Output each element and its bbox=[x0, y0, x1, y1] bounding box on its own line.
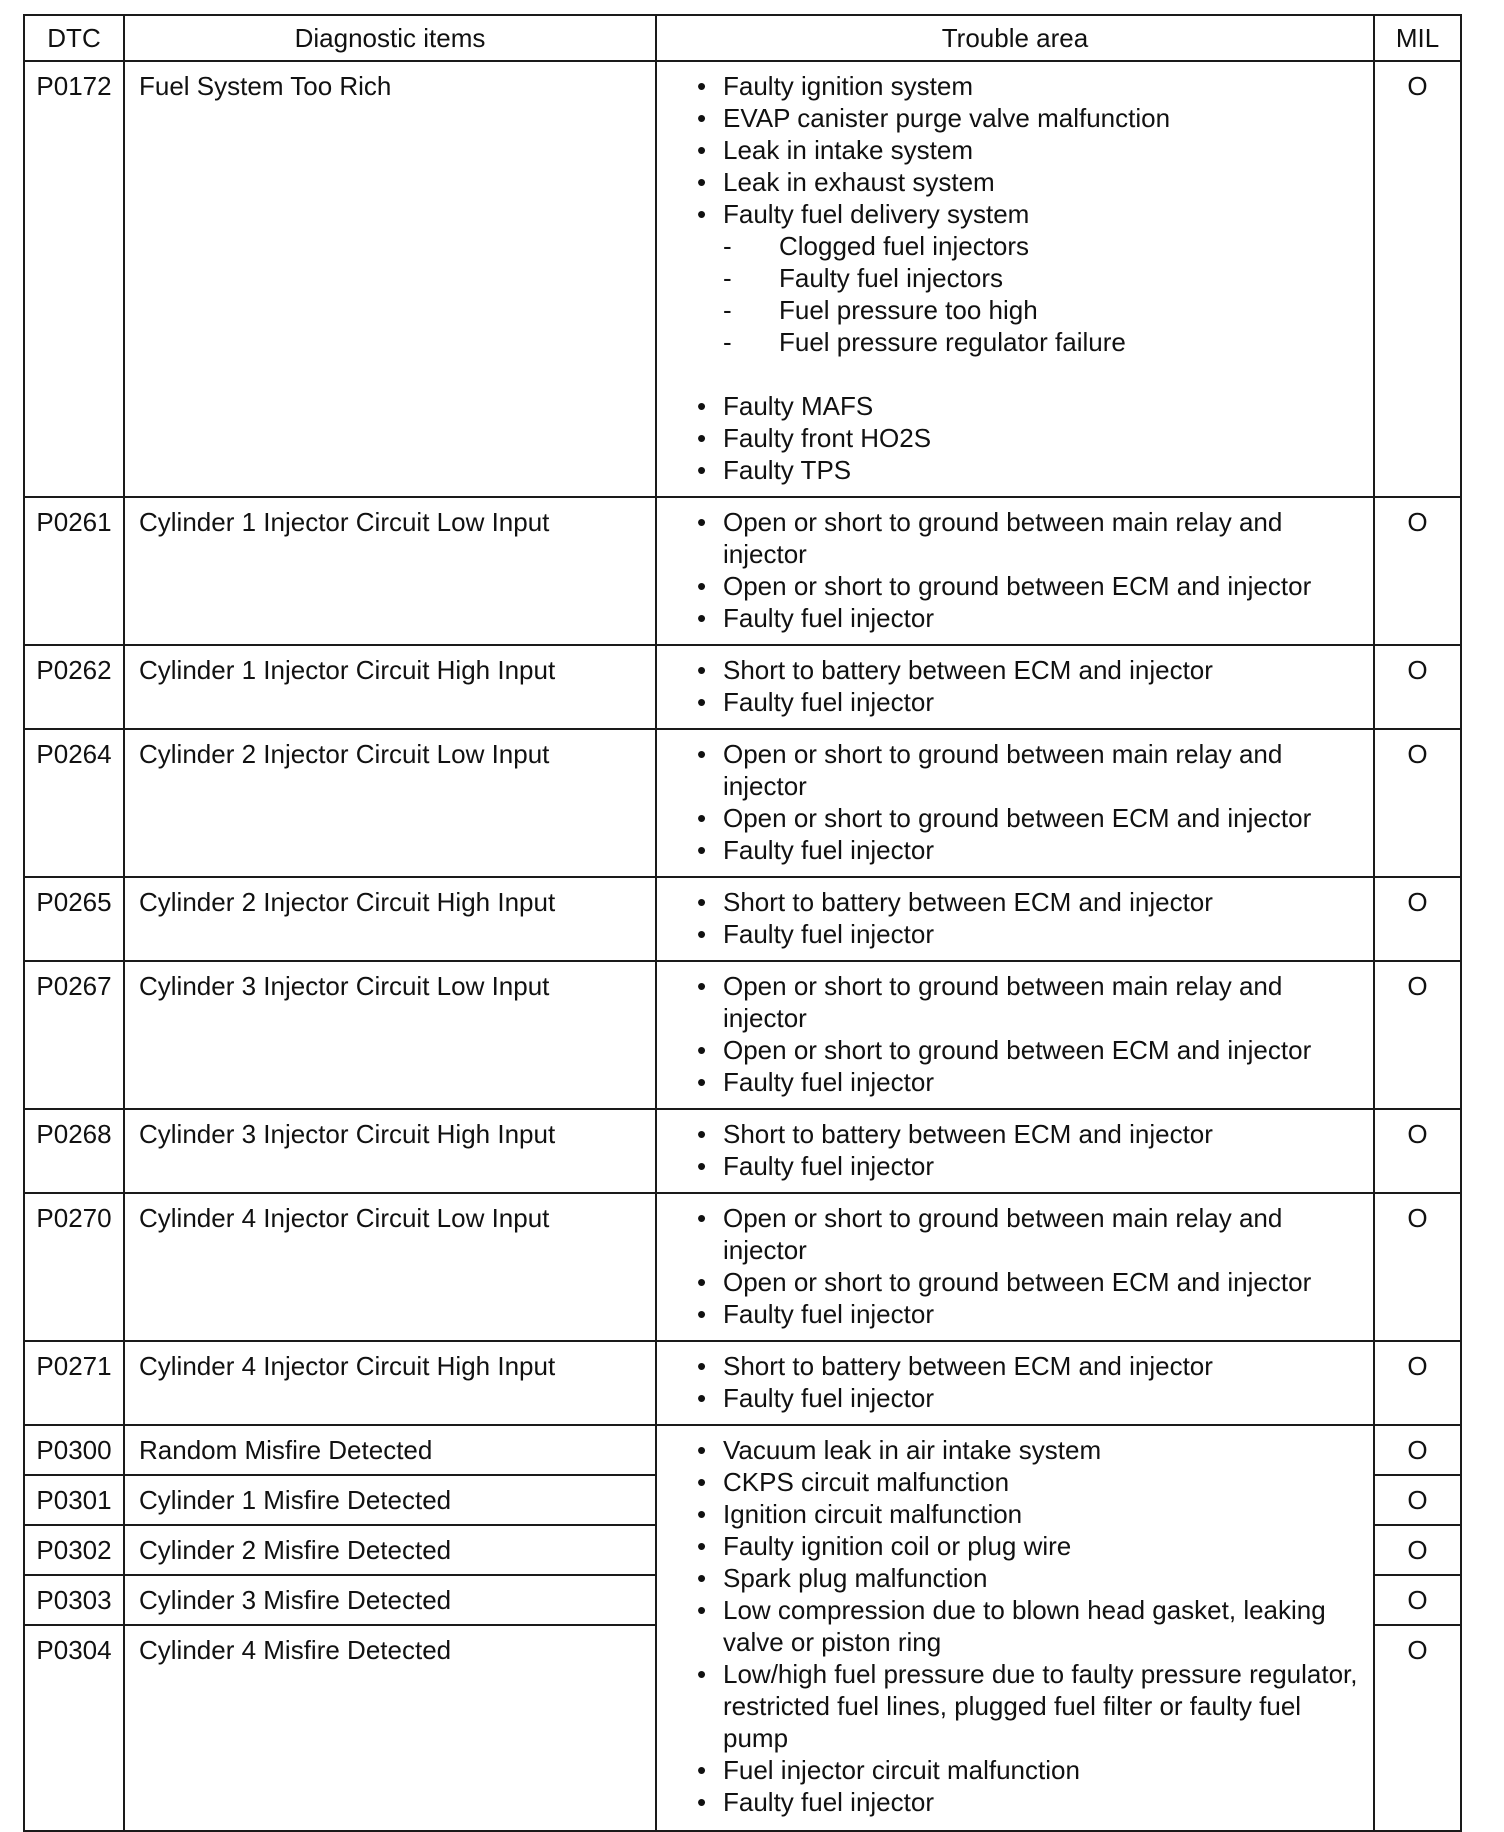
list-item: • Ignition circuit malfunction bbox=[697, 1498, 1363, 1530]
sub-item: - Fuel pressure too high bbox=[697, 294, 1363, 326]
dtc-code: P0265 bbox=[24, 877, 124, 961]
dtc-code: P0303 bbox=[24, 1575, 124, 1625]
diagnostic-item: Cylinder 2 Injector Circuit Low Input bbox=[124, 729, 656, 877]
diagnostic-item: Cylinder 4 Misfire Detected bbox=[124, 1625, 656, 1831]
trouble-area bbox=[656, 645, 1374, 729]
header-diagnostic-items: Diagnostic items bbox=[124, 15, 656, 61]
header-dtc: DTC bbox=[24, 15, 124, 61]
list-item: • Faulty ignition system bbox=[697, 70, 1363, 102]
diagnostic-item: Cylinder 2 Injector Circuit High Input bbox=[124, 877, 656, 961]
diagnostic-item: Cylinder 4 Injector Circuit Low Input bbox=[124, 1193, 656, 1341]
trouble-area-list bbox=[697, 1434, 1363, 1818]
list-item: • CKPS circuit malfunction bbox=[697, 1466, 1363, 1498]
table-row bbox=[24, 729, 1461, 877]
table-body bbox=[24, 61, 1461, 1831]
list-item: • Faulty ignition coil or plug wire bbox=[697, 1530, 1363, 1562]
table-row bbox=[24, 1425, 1461, 1475]
header-row bbox=[24, 15, 1461, 61]
dtc-code: P0267 bbox=[24, 961, 124, 1109]
list-spacer bbox=[697, 358, 1363, 390]
dtc-code: P0268 bbox=[24, 1109, 124, 1193]
diagnostic-item: Cylinder 3 Injector Circuit High Input bbox=[124, 1109, 656, 1193]
mil-indicator: O bbox=[1374, 645, 1461, 729]
sub-item: - Faulty fuel injectors bbox=[697, 262, 1363, 294]
table-header bbox=[24, 15, 1461, 61]
list-item: • Open or short to ground between ECM and injector bbox=[697, 1266, 1363, 1298]
mil-indicator: O bbox=[1374, 61, 1461, 497]
dtc-code: P0302 bbox=[24, 1525, 124, 1575]
trouble-area-list bbox=[697, 1202, 1363, 1330]
list-item: • Open or short to ground between ECM and injector bbox=[697, 802, 1363, 834]
mil-indicator: O bbox=[1374, 497, 1461, 645]
mil-indicator: O bbox=[1374, 1109, 1461, 1193]
trouble-area bbox=[656, 961, 1374, 1109]
trouble-area-list bbox=[697, 506, 1363, 634]
dtc-code: P0270 bbox=[24, 1193, 124, 1341]
list-item: • Faulty TPS bbox=[697, 454, 1363, 486]
dtc-code: P0300 bbox=[24, 1425, 124, 1475]
table-row bbox=[24, 961, 1461, 1109]
list-item: • Short to battery between ECM and injector bbox=[697, 654, 1363, 686]
list-item: • Faulty fuel injector bbox=[697, 1298, 1363, 1330]
list-item: • Faulty fuel injector bbox=[697, 686, 1363, 718]
list-item: • Faulty fuel delivery system bbox=[697, 198, 1363, 230]
diagnostic-item: Cylinder 4 Injector Circuit High Input bbox=[124, 1341, 656, 1425]
list-item: • Open or short to ground between main relay and injector bbox=[697, 970, 1363, 1034]
list-item: • Open or short to ground between main relay and injector bbox=[697, 1202, 1363, 1266]
dtc-code: P0172 bbox=[24, 61, 124, 497]
list-item: • Faulty fuel injector bbox=[697, 918, 1363, 950]
sub-item: - Fuel pressure regulator failure bbox=[697, 326, 1363, 358]
header-trouble-area: Trouble area bbox=[656, 15, 1374, 61]
mil-indicator: O bbox=[1374, 1193, 1461, 1341]
trouble-area bbox=[656, 61, 1374, 497]
list-item: • Open or short to ground between main relay and injector bbox=[697, 738, 1363, 802]
mil-indicator: O bbox=[1374, 1425, 1461, 1475]
trouble-area bbox=[656, 1193, 1374, 1341]
mil-indicator: O bbox=[1374, 1475, 1461, 1525]
list-item: • Faulty front HO2S bbox=[697, 422, 1363, 454]
diagnostic-item: Cylinder 1 Injector Circuit High Input bbox=[124, 645, 656, 729]
diagnostic-item: Cylinder 3 Injector Circuit Low Input bbox=[124, 961, 656, 1109]
list-item: • Faulty fuel injector bbox=[697, 602, 1363, 634]
list-item: • Open or short to ground between ECM and injector bbox=[697, 570, 1363, 602]
trouble-area bbox=[656, 729, 1374, 877]
list-item: • Fuel injector circuit malfunction bbox=[697, 1754, 1363, 1786]
trouble-area-list bbox=[697, 886, 1363, 950]
mil-indicator: O bbox=[1374, 1525, 1461, 1575]
list-item: • Short to battery between ECM and injector bbox=[697, 1118, 1363, 1150]
list-item: • Faulty fuel injector bbox=[697, 1066, 1363, 1098]
table-row bbox=[24, 1109, 1461, 1193]
list-item: • Low compression due to blown head gasket, leaking valve or piston ring bbox=[697, 1594, 1363, 1658]
trouble-area bbox=[656, 1341, 1374, 1425]
trouble-area bbox=[656, 1425, 1374, 1831]
list-item: • Open or short to ground between main relay and injector bbox=[697, 506, 1363, 570]
trouble-area-list bbox=[697, 1350, 1363, 1414]
trouble-area-list bbox=[697, 970, 1363, 1098]
list-item: • Faulty fuel injector bbox=[697, 1382, 1363, 1414]
table-row bbox=[24, 1341, 1461, 1425]
table-row bbox=[24, 645, 1461, 729]
mil-indicator: O bbox=[1374, 961, 1461, 1109]
dtc-code: P0271 bbox=[24, 1341, 124, 1425]
header-mil: MIL bbox=[1374, 15, 1461, 61]
sub-item: - Clogged fuel injectors bbox=[697, 230, 1363, 262]
list-item: • Short to battery between ECM and injector bbox=[697, 886, 1363, 918]
list-item: • Leak in exhaust system bbox=[697, 166, 1363, 198]
list-item: • Faulty MAFS bbox=[697, 390, 1363, 422]
list-item: • Faulty fuel injector bbox=[697, 1786, 1363, 1818]
table-row bbox=[24, 1193, 1461, 1341]
mil-indicator: O bbox=[1374, 729, 1461, 877]
diagnostic-item: Cylinder 1 Misfire Detected bbox=[124, 1475, 656, 1525]
list-item: • Faulty fuel injector bbox=[697, 1150, 1363, 1182]
trouble-area-list bbox=[697, 738, 1363, 866]
diagnostic-item: Random Misfire Detected bbox=[124, 1425, 656, 1475]
dtc-code: P0262 bbox=[24, 645, 124, 729]
mil-indicator: O bbox=[1374, 1341, 1461, 1425]
trouble-area-list bbox=[697, 70, 1363, 486]
mil-indicator: O bbox=[1374, 1575, 1461, 1625]
dtc-code: P0261 bbox=[24, 497, 124, 645]
dtc-code: P0264 bbox=[24, 729, 124, 877]
mil-indicator: O bbox=[1374, 877, 1461, 961]
table-row bbox=[24, 61, 1461, 497]
trouble-area-list bbox=[697, 1118, 1363, 1182]
diagnostic-item: Fuel System Too Rich bbox=[124, 61, 656, 497]
table-row bbox=[24, 877, 1461, 961]
trouble-area bbox=[656, 497, 1374, 645]
trouble-area-list bbox=[697, 654, 1363, 718]
mil-indicator: O bbox=[1374, 1625, 1461, 1831]
diagnostic-item: Cylinder 2 Misfire Detected bbox=[124, 1525, 656, 1575]
list-item: • Spark plug malfunction bbox=[697, 1562, 1363, 1594]
table-row bbox=[24, 497, 1461, 645]
list-item: • Short to battery between ECM and injector bbox=[697, 1350, 1363, 1382]
dtc-code: P0301 bbox=[24, 1475, 124, 1525]
diagnostic-item: Cylinder 3 Misfire Detected bbox=[124, 1575, 656, 1625]
diagnostic-item: Cylinder 1 Injector Circuit Low Input bbox=[124, 497, 656, 645]
dtc-table bbox=[23, 14, 1462, 1832]
list-item: • Low/high fuel pressure due to faulty pressure regulator, restricted fuel lines, plugged fuel filter or faulty fuel pump bbox=[697, 1658, 1363, 1754]
list-item: • Faulty fuel injector bbox=[697, 834, 1363, 866]
trouble-area bbox=[656, 877, 1374, 961]
list-item: • Leak in intake system bbox=[697, 134, 1363, 166]
list-item: • EVAP canister purge valve malfunction bbox=[697, 102, 1363, 134]
list-item: • Vacuum leak in air intake system bbox=[697, 1434, 1363, 1466]
dtc-code: P0304 bbox=[24, 1625, 124, 1831]
trouble-area bbox=[656, 1109, 1374, 1193]
list-item: • Open or short to ground between ECM and injector bbox=[697, 1034, 1363, 1066]
